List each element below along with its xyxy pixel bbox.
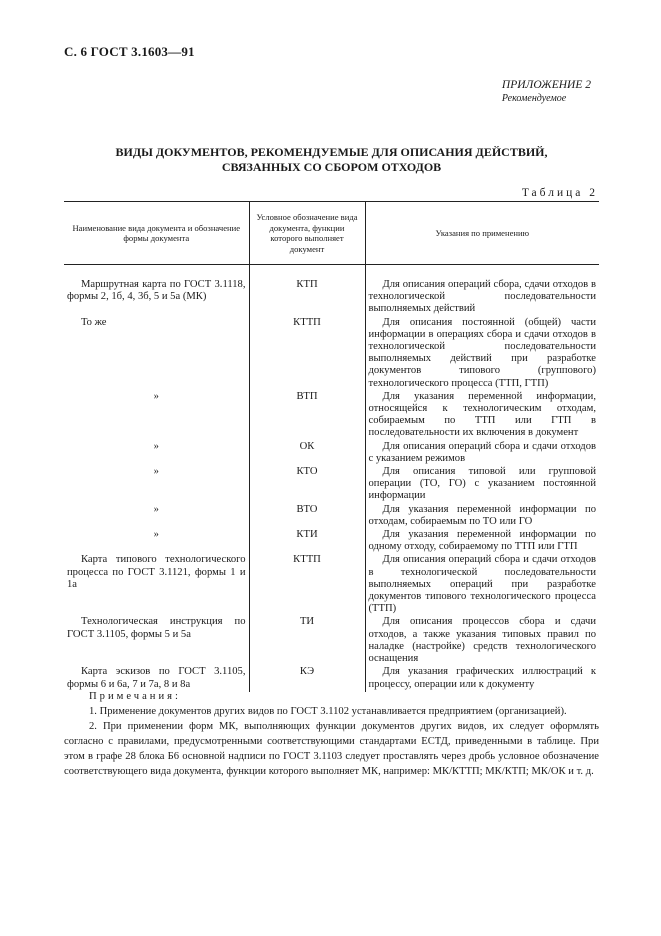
document-title-line-1: ВИДЫ ДОКУМЕНТОВ, РЕКОМЕНДУЕМЫЕ ДЛЯ ОПИСАНИЯ ДЕЙСТВИЙ, — [115, 145, 548, 159]
table-row — [64, 504, 599, 529]
table-row — [64, 279, 599, 317]
appendix-subtitle: Рекомендуемое — [501, 93, 567, 104]
table-row — [64, 616, 599, 666]
document-usage-note: Для описания операций сбора и сдачи отходов с указанием режимов — [365, 441, 599, 466]
table-row — [64, 529, 599, 554]
document-usage-note: Для указания переменной информации по отходам, собираемым по ТО или ГО — [365, 504, 599, 529]
document-types-table — [64, 201, 599, 692]
table-label: Таблица 2 — [521, 187, 598, 199]
document-code: КТО — [249, 466, 365, 504]
document-code: КТТП — [249, 317, 365, 391]
document-name: Карта эскизов по ГОСТ 3.1105, формы 6 и 6а, 7 и 7а, 8 и 8а — [67, 666, 246, 690]
document-usage-note: Для описания операций сбора и сдачи отходов в технологической последовательности выполняемых операций при разработке документов типового технологического процесса (ТТП) — [365, 554, 599, 616]
document-usage-note: Для описания постоянной (общей) части информации в операциях сбора и сдачи отходов в технологической последовательности выполняемых действий при разработке документов типового (группового) технологического процесса (ТТП, ГТП) — [365, 317, 599, 391]
document-usage-note: Для указания графических иллюстраций к процессу, операции или к документу — [365, 666, 599, 691]
table-header-row — [64, 202, 599, 265]
column-header-note: Указания по применению — [365, 202, 599, 265]
document-code: КТТП — [249, 554, 365, 616]
document-usage-note: Для описания операций сбора, сдачи отходов в технологической последовательности выполняемых действий — [365, 279, 599, 317]
document-name: То же — [81, 316, 107, 328]
document-name: » — [153, 503, 159, 515]
table-row — [64, 666, 599, 691]
document-code: ОК — [249, 441, 365, 466]
document-code: ВТП — [249, 391, 365, 441]
table-row — [64, 441, 599, 466]
document-name: » — [153, 440, 159, 452]
appendix-label — [502, 79, 591, 105]
page-header: С. 6 ГОСТ 3.1603—91 — [64, 44, 195, 59]
document-code: ВТО — [249, 504, 365, 529]
table-row — [64, 554, 599, 616]
document-title-line-2: СВЯЗАННЫХ СО СБОРОМ ОТХОДОВ — [221, 160, 442, 174]
document-name: » — [153, 466, 159, 478]
table-row — [64, 466, 599, 504]
document-usage-note: Для описания процессов сбора и сдачи отходов, а также указания типовых правил по наладке (настройке) средств технологического оснащения — [365, 616, 599, 666]
notes-section — [64, 689, 599, 779]
document-usage-note: Для описания типовой или групповой операции (ТО, ГО) с указанием постоянной информации — [365, 466, 599, 504]
document-code: КТП — [249, 279, 365, 317]
document-usage-note: Для указания переменной информации по одному отходу, собираемому по ТТП или ГТП — [365, 529, 599, 554]
appendix-title: ПРИЛОЖЕНИЕ 2 — [501, 79, 591, 91]
document-code: ТИ — [249, 616, 365, 666]
note-item: 2. При применении форм МК, выполняющих функции документов других видов, их следует оформлять согласно с правилами, предусмотренными соответствующими стандартами ЕСТД, приведенными в таблице. При этом в графе 28 блока Б6 основной надписи по ГОСТ 3.1103 следует проставлять через дробь условное обозначение соответствующего вида документа, функции которого выполняет МК, например: МК/КТТП; МК/КТП; МК/ОК и т. д. — [64, 721, 599, 777]
note-item: 1. Применение документов других видов по ГОСТ 3.1102 устанавливается предприятием (организацией). — [89, 706, 567, 717]
column-header-code: Условное обозначение вида документа, функции которого выполняет документ — [249, 202, 365, 265]
document-code: КТИ — [249, 529, 365, 554]
document-name: » — [153, 390, 159, 402]
document-title — [64, 145, 599, 175]
document-name: Карта типового технологического процесса по ГОСТ 3.1121, формы 1 и 1а — [67, 554, 246, 590]
document-name: Технологическая инструкция по ГОСТ 3.1105, формы 5 и 5а — [67, 616, 246, 640]
document-code: КЭ — [249, 666, 365, 691]
document-name: » — [153, 529, 159, 541]
table-row — [64, 317, 599, 391]
notes-title: Примечания: — [89, 691, 181, 702]
document-name: Маршрутная карта по ГОСТ 3.1118, формы 2, 1б, 4, 3б, 5 и 5а (МК) — [67, 279, 246, 303]
document-usage-note: Для указания переменной информации, относящейся к технологическим отходам, собираемым по ТТП или ГТП в последовательности их включения в документ — [365, 391, 599, 441]
column-header-name: Наименование вида документа и обозначение формы документа — [64, 202, 249, 265]
table-row — [64, 391, 599, 441]
